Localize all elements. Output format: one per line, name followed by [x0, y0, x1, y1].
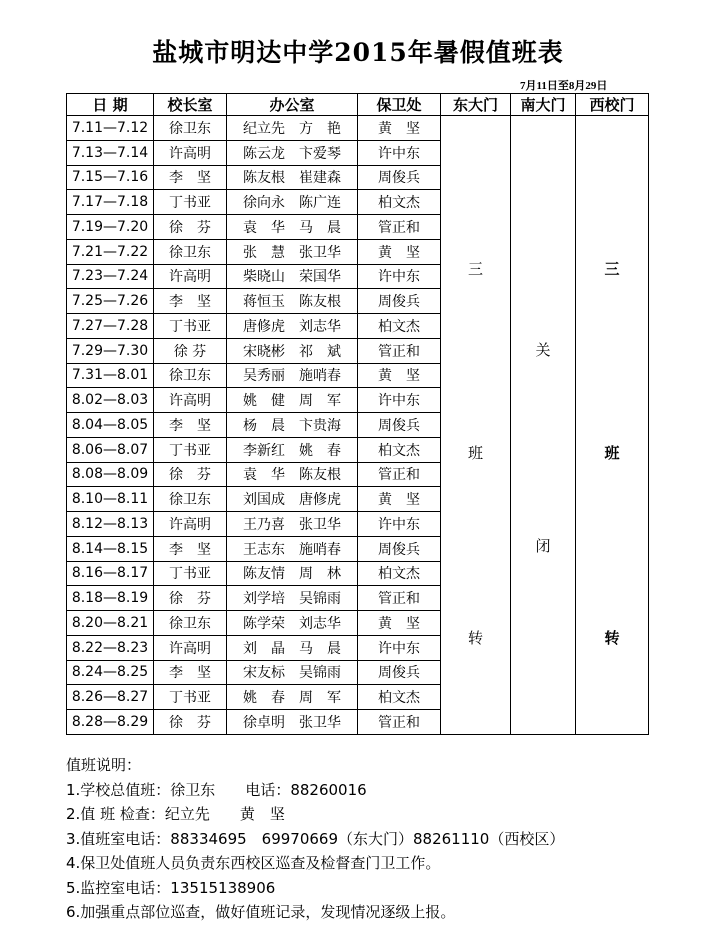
office-cell: 王志东 施哨春	[227, 536, 358, 561]
col-header-office: 办公室	[227, 94, 358, 116]
office-cell: 蒋恒玉 陈友根	[227, 289, 358, 314]
office-cell: 袁 华 陈友根	[227, 462, 358, 487]
table-header-row	[67, 94, 649, 116]
principal-cell: 许高明	[154, 140, 227, 165]
date-cell: 7.13—7.14	[67, 140, 154, 165]
security-cell: 周俊兵	[358, 165, 441, 190]
principal-cell: 丁书亚	[154, 437, 227, 462]
office-cell: 杨 晨 卞贵海	[227, 413, 358, 438]
principal-cell: 丁书亚	[154, 314, 227, 339]
note-item: 2.值 班 检查：纪立先 黄 坚	[66, 805, 285, 823]
table-row	[67, 116, 649, 141]
note-item: 5.监控室电话：13515138906	[66, 878, 276, 897]
south-gate-cell	[511, 116, 576, 735]
security-cell: 柏文杰	[358, 437, 441, 462]
date-cell: 8.08—8.09	[67, 462, 154, 487]
col-header-principal: 校长室	[154, 94, 227, 116]
security-cell: 黄 坚	[358, 611, 441, 636]
office-cell: 宋晓彬 祁 斌	[227, 338, 358, 363]
principal-cell: 许高明	[154, 388, 227, 413]
date-cell: 7.29—7.30	[67, 338, 154, 363]
office-cell: 姚 春 周 军	[227, 685, 358, 710]
principal-cell: 许高明	[154, 512, 227, 537]
office-cell: 宋友标 吴锦雨	[227, 660, 358, 685]
security-cell: 柏文杰	[358, 190, 441, 215]
security-cell: 柏文杰	[358, 561, 441, 586]
principal-cell: 李 坚	[154, 165, 227, 190]
security-cell: 柏文杰	[358, 314, 441, 339]
office-cell: 王乃喜 张卫华	[227, 512, 358, 537]
principal-cell: 李 坚	[154, 660, 227, 685]
col-header-security: 保卫处	[358, 94, 441, 116]
date-cell: 8.02—8.03	[67, 388, 154, 413]
date-cell: 7.17—7.18	[67, 190, 154, 215]
security-cell: 许中东	[358, 140, 441, 165]
office-cell: 陈友根 崔建森	[227, 165, 358, 190]
principal-cell: 徐 芬	[154, 338, 227, 363]
note-item: 4.保卫处值班人员负责东西校区巡查及检督查门卫工作。	[66, 854, 441, 872]
col-header-date: 日 期	[67, 94, 154, 116]
security-cell: 许中东	[358, 512, 441, 537]
office-cell: 刘国成 唐修虎	[227, 487, 358, 512]
date-range: 7月11日至8月29日	[520, 80, 608, 92]
security-cell: 管正和	[358, 338, 441, 363]
security-cell: 管正和	[358, 215, 441, 240]
note-item: 6.加强重点部位巡查，做好值班记录，发现情况逐级上报。	[66, 903, 456, 921]
col-header-west-gate: 西校门	[576, 94, 649, 116]
duty-notes	[66, 753, 564, 925]
gate-status-char: 转	[467, 628, 483, 647]
office-cell: 张 慧 张卫华	[227, 239, 358, 264]
gate-status-char: 三	[604, 260, 620, 279]
date-cell: 8.28—8.29	[67, 710, 154, 735]
security-cell: 周俊兵	[358, 413, 441, 438]
date-cell: 8.04—8.05	[67, 413, 154, 438]
security-cell: 周俊兵	[358, 660, 441, 685]
col-header-south-gate: 南大门	[511, 94, 576, 116]
date-cell: 8.20—8.21	[67, 611, 154, 636]
gate-status-char: 关	[535, 340, 551, 359]
security-cell: 黄 坚	[358, 363, 441, 388]
office-cell: 姚 健 周 军	[227, 388, 358, 413]
principal-cell: 许高明	[154, 635, 227, 660]
office-cell: 徐卓明 张卫华	[227, 710, 358, 735]
date-cell: 8.14—8.15	[67, 536, 154, 561]
principal-cell: 李 坚	[154, 289, 227, 314]
principal-cell: 丁书亚	[154, 190, 227, 215]
date-cell: 7.31—8.01	[67, 363, 154, 388]
date-cell: 7.15—7.16	[67, 165, 154, 190]
date-cell: 8.06—8.07	[67, 437, 154, 462]
principal-cell: 徐卫东	[154, 116, 227, 141]
security-cell: 管正和	[358, 462, 441, 487]
date-cell: 7.27—7.28	[67, 314, 154, 339]
office-cell: 陈学荣 刘志华	[227, 611, 358, 636]
notes-heading: 值班说明：	[66, 756, 142, 774]
date-cell: 8.18—8.19	[67, 586, 154, 611]
principal-cell: 丁书亚	[154, 561, 227, 586]
gate-status-char: 三	[467, 260, 483, 279]
date-cell: 7.19—7.20	[67, 215, 154, 240]
gate-status-char: 班	[467, 444, 483, 463]
date-cell: 8.12—8.13	[67, 512, 154, 537]
security-cell: 许中东	[358, 388, 441, 413]
principal-cell: 徐 芬	[154, 710, 227, 735]
principal-cell: 许高明	[154, 264, 227, 289]
gate-status-char: 转	[604, 628, 620, 647]
office-cell: 柴晓山 荣国华	[227, 264, 358, 289]
page-title: 盐城市明达中学2015年暑假值班表	[152, 38, 564, 67]
office-cell: 徐向永 陈广连	[227, 190, 358, 215]
west-gate-cell	[576, 116, 649, 735]
col-header-east-gate: 东大门	[441, 94, 511, 116]
security-cell: 柏文杰	[358, 685, 441, 710]
east-gate-cell	[441, 116, 511, 735]
office-cell: 吴秀丽 施哨春	[227, 363, 358, 388]
duty-table	[66, 93, 649, 735]
principal-cell: 徐卫东	[154, 611, 227, 636]
office-cell: 陈云龙 卞爱琴	[227, 140, 358, 165]
security-cell: 管正和	[358, 710, 441, 735]
principal-cell: 李 坚	[154, 536, 227, 561]
office-cell: 李新红 姚 春	[227, 437, 358, 462]
office-cell: 刘 晶 马 晨	[227, 635, 358, 660]
date-cell: 7.23—7.24	[67, 264, 154, 289]
date-cell: 7.11—7.12	[67, 116, 154, 141]
office-cell: 刘学培 吴锦雨	[227, 586, 358, 611]
gate-status-char: 班	[604, 444, 620, 463]
principal-cell: 徐卫东	[154, 487, 227, 512]
security-cell: 黄 坚	[358, 487, 441, 512]
security-cell: 黄 坚	[358, 116, 441, 141]
note-item: 1.学校总值班：徐卫东 电话：88260016	[66, 780, 367, 799]
principal-cell: 徐 芬	[154, 215, 227, 240]
office-cell: 陈友情 周 林	[227, 561, 358, 586]
security-cell: 许中东	[358, 635, 441, 660]
principal-cell: 徐卫东	[154, 239, 227, 264]
date-cell: 7.21—7.22	[67, 239, 154, 264]
date-cell: 7.25—7.26	[67, 289, 154, 314]
date-cell: 8.10—8.11	[67, 487, 154, 512]
security-cell: 管正和	[358, 586, 441, 611]
office-cell: 唐修虎 刘志华	[227, 314, 358, 339]
date-cell: 8.26—8.27	[67, 685, 154, 710]
principal-cell: 徐卫东	[154, 363, 227, 388]
office-cell: 纪立先 方 艳	[227, 116, 358, 141]
security-cell: 许中东	[358, 264, 441, 289]
principal-cell: 李 坚	[154, 413, 227, 438]
security-cell: 周俊兵	[358, 289, 441, 314]
office-cell: 袁 华 马 晨	[227, 215, 358, 240]
principal-cell: 徐 芬	[154, 586, 227, 611]
principal-cell: 徐 芬	[154, 462, 227, 487]
gate-status-char: 闭	[535, 536, 551, 555]
date-cell: 8.24—8.25	[67, 660, 154, 685]
note-item: 3.值班室电话：88334695 69970669（东大门）88261110（西校区）	[66, 829, 565, 848]
security-cell: 黄 坚	[358, 239, 441, 264]
principal-cell: 丁书亚	[154, 685, 227, 710]
security-cell: 周俊兵	[358, 536, 441, 561]
date-cell: 8.22—8.23	[67, 635, 154, 660]
date-cell: 8.16—8.17	[67, 561, 154, 586]
